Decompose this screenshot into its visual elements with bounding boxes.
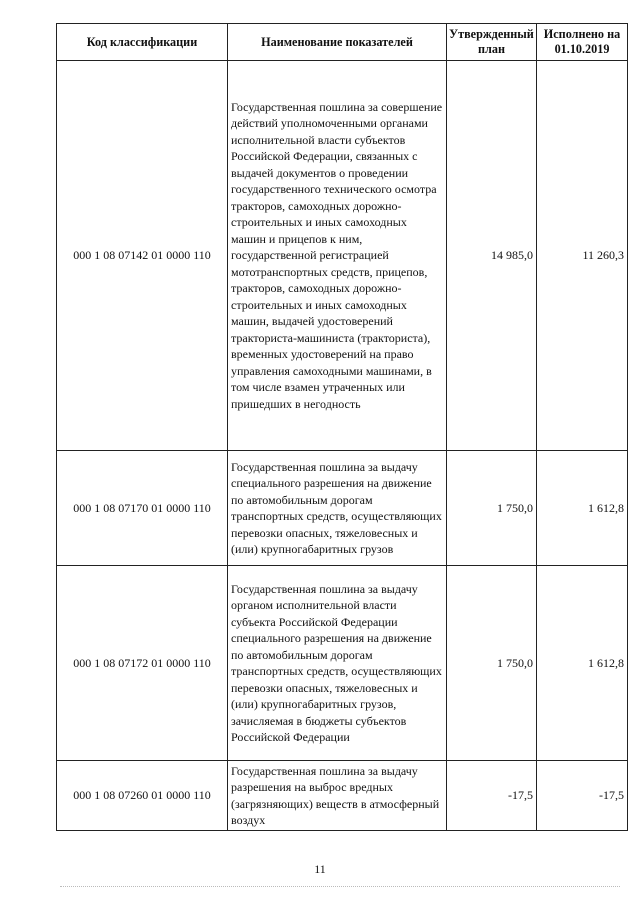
header-plan: Утвержденный план	[447, 24, 537, 61]
indicator-name: Государственная пошлина за выдачу разрешения на выброс вредных (загрязняющих) веществ в атмосферный воздух	[228, 761, 447, 831]
executed-value: 11 260,3	[537, 61, 628, 451]
header-name: Наименование показателей	[228, 24, 447, 61]
approved-plan-value: 14 985,0	[447, 61, 537, 451]
executed-value: 1 612,8	[537, 566, 628, 761]
table-row	[57, 761, 628, 831]
table-row	[57, 566, 628, 761]
revenue-table	[56, 23, 628, 831]
scan-edge-divider	[60, 886, 620, 887]
indicator-name: Государственная пошлина за совершение действий уполномоченными органами исполнительной власти субъектов Российской Федерации, связанных с выдачей документов о проведении государственного технического осмотра тракторов, самоходных дорожно-строительных и иных самоходных машин и прицепов к ним, государственной регистрацией мототранспортных средств, прицепов, тракторов, самоходных дорожно-строительных и иных самоходных машин, выдачей удостоверений тракториста-машиниста (тракториста), временных удостоверений на право управления самоходными машинами, в том числе взамен утраченных или пришедших в негодность	[228, 61, 447, 451]
table-row	[57, 451, 628, 566]
indicator-name: Государственная пошлина за выдачу органом исполнительной власти субъекта Российской Федерации специального разрешения на движение по автомобильным дорогам транспортных средств, осуществляющих перевозки опасных, тяжеловесных и (или) крупногабаритных грузов, зачисляемая в бюджеты субъектов Российской Федерации	[228, 566, 447, 761]
approved-plan-value: 1 750,0	[447, 566, 537, 761]
header-code: Код классификации	[57, 24, 228, 61]
approved-plan-value: -17,5	[447, 761, 537, 831]
page-number: 11	[314, 862, 326, 876]
table-header-row	[57, 24, 628, 61]
executed-value: -17,5	[537, 761, 628, 831]
classification-code: 000 1 08 07170 01 0000 110	[57, 451, 228, 566]
executed-value: 1 612,8	[537, 451, 628, 566]
indicator-name: Государственная пошлина за выдачу специального разрешения на движение по автомобильным дорогам транспортных средств, осуществляющих перевозки опасных, тяжеловесных и (или) крупногабаритных грузов	[228, 451, 447, 566]
classification-code: 000 1 08 07142 01 0000 110	[57, 61, 228, 451]
classification-code: 000 1 08 07172 01 0000 110	[57, 566, 228, 761]
classification-code: 000 1 08 07260 01 0000 110	[57, 761, 228, 831]
table-row	[57, 61, 628, 451]
header-done: Исполнено на 01.10.2019	[537, 24, 628, 61]
approved-plan-value: 1 750,0	[447, 451, 537, 566]
